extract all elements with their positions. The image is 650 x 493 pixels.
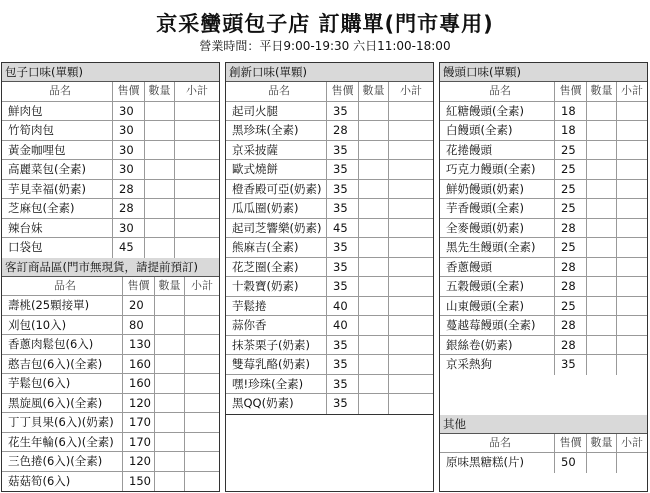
item-price: 25 (554, 160, 586, 179)
quantity-cell[interactable] (144, 199, 174, 218)
quantity-cell[interactable] (144, 141, 174, 160)
quantity-cell[interactable] (358, 375, 388, 394)
table-row (2, 238, 219, 258)
item-price: 20 (122, 296, 154, 315)
subtotal-cell[interactable] (388, 258, 433, 277)
subtotal-cell[interactable] (616, 258, 647, 277)
table-row (226, 316, 433, 336)
header-name: 品名 (49, 84, 71, 97)
subtotal-cell[interactable] (184, 472, 219, 492)
table-row (2, 374, 219, 394)
item-price: 120 (122, 452, 154, 471)
item-name: 蒜你香 (232, 318, 267, 332)
subtotal-cell[interactable] (174, 199, 219, 218)
item-price: 35 (326, 375, 358, 394)
subtotal-cell[interactable] (616, 199, 647, 218)
table-row (440, 102, 647, 122)
item-name: 黑QQ(奶素) (232, 396, 294, 410)
item-name: 香蔥饅頭 (446, 259, 492, 274)
item-price: 35 (326, 238, 358, 257)
table-row (440, 121, 647, 141)
section-baozi (2, 63, 219, 258)
page-title: 京采蠻頭包子店 訂購單(門市專用) (156, 12, 494, 36)
item-name: 菇菇筍(6入) (8, 473, 71, 488)
item-name: 抹茶栗子(奶素) (232, 337, 310, 352)
section-title: 其他 (440, 415, 647, 434)
item-name: 嘿!珍珠(全素) (232, 376, 304, 391)
table-row (440, 180, 647, 200)
quantity-cell[interactable] (358, 297, 388, 316)
subtotal-cell[interactable] (388, 394, 433, 414)
subtotal-cell[interactable] (184, 413, 219, 432)
table-row (2, 160, 219, 180)
header-price: 售價 (554, 82, 586, 101)
item-price: 35 (326, 141, 358, 160)
header-qty: 數量 (358, 82, 388, 101)
quantity-cell[interactable] (586, 277, 616, 296)
table-row (2, 413, 219, 433)
item-name: 丁丁貝果(6入)(奶素) (8, 415, 114, 429)
quantity-cell[interactable] (358, 238, 388, 257)
subtotal-cell[interactable] (616, 453, 647, 473)
item-price: 80 (122, 316, 154, 335)
section-title: 客訂商品區(門市無現貨，請提前預訂) (2, 258, 219, 277)
item-price: 50 (554, 453, 586, 473)
item-name: 花芝圈(全素) (232, 259, 299, 274)
subtotal-cell[interactable] (388, 199, 433, 218)
header-name: 品名 (268, 84, 290, 97)
table-row (226, 199, 433, 219)
item-name: 刈包(10入) (8, 317, 67, 332)
item-price: 45 (326, 219, 358, 238)
item-price: 25 (554, 141, 586, 160)
table-row (440, 453, 647, 473)
item-name: 香蔥肉鬆包(6入) (8, 337, 94, 351)
quantity-cell[interactable] (586, 316, 616, 335)
subtotal-cell[interactable] (174, 219, 219, 238)
header-subtotal: 小計 (184, 277, 219, 296)
item-price: 35 (326, 336, 358, 355)
quantity-cell[interactable] (586, 102, 616, 121)
table-row (440, 160, 647, 180)
section-creative (226, 63, 433, 414)
subtotal-cell[interactable] (388, 277, 433, 296)
quantity-cell[interactable] (358, 121, 388, 140)
subtotal-cell[interactable] (616, 102, 647, 121)
header-subtotal: 小計 (174, 82, 219, 101)
column-header-row (226, 82, 433, 102)
table-row (226, 277, 433, 297)
item-price: 18 (554, 102, 586, 121)
subtotal-cell[interactable] (174, 121, 219, 140)
subtotal-cell[interactable] (388, 355, 433, 374)
header-name: 品名 (489, 435, 511, 449)
quantity-cell[interactable] (586, 258, 616, 277)
section-other (440, 415, 647, 473)
header-subtotal: 小計 (388, 82, 433, 101)
subtotal-cell[interactable] (388, 238, 433, 257)
table-row (226, 258, 433, 278)
quantity-cell[interactable] (586, 355, 616, 375)
item-name: 花捲饅頭 (446, 142, 492, 157)
table-row (2, 219, 219, 239)
item-name: 原味黑糖糕(片) (446, 455, 524, 469)
subtotal-cell[interactable] (388, 336, 433, 355)
column-middle (225, 62, 434, 492)
table-row (226, 375, 433, 395)
quantity-cell[interactable] (586, 141, 616, 160)
item-price: 28 (554, 277, 586, 296)
table-row (2, 452, 219, 472)
item-price: 35 (326, 355, 358, 374)
header-qty: 數量 (144, 82, 174, 101)
quantity-cell[interactable] (586, 453, 616, 473)
quantity-cell[interactable] (154, 296, 184, 315)
item-price: 35 (326, 102, 358, 121)
table-row (226, 238, 433, 258)
item-name: 壽桃(25顆接單) (8, 298, 90, 312)
item-name: 憨吉包(6入)(全素) (8, 356, 103, 371)
section-title: 創新口味(單顆) (226, 63, 433, 82)
quantity-cell[interactable] (586, 180, 616, 199)
header-name: 品名 (489, 84, 511, 97)
item-price: 170 (122, 433, 154, 452)
table-row (440, 199, 647, 219)
item-price: 28 (554, 258, 586, 277)
header-qty: 數量 (586, 434, 616, 453)
table-row (440, 219, 647, 239)
item-name: 銀絲卷(奶素) (446, 337, 513, 352)
item-name: 京采熱狗 (446, 357, 492, 371)
item-price: 35 (326, 199, 358, 218)
item-name: 山東饅頭(全素) (446, 298, 524, 313)
table-row (2, 141, 219, 161)
item-price: 35 (326, 160, 358, 179)
table-row (2, 394, 219, 414)
table-row (440, 238, 647, 258)
item-price: 40 (326, 297, 358, 316)
item-name: 芋香饅頭(全素) (446, 201, 524, 215)
table-row (2, 180, 219, 200)
item-price: 28 (112, 180, 144, 199)
subtotal-cell[interactable] (616, 121, 647, 140)
table-row (2, 121, 219, 141)
subtotal-cell[interactable] (616, 277, 647, 296)
item-name: 花生年輪(6入)(全素) (8, 434, 114, 449)
item-name: 黑珍珠(全素) (232, 123, 299, 137)
header-qty: 數量 (586, 82, 616, 101)
table-row (440, 277, 647, 297)
item-price: 28 (554, 316, 586, 335)
quantity-cell[interactable] (358, 355, 388, 374)
item-price: 40 (326, 316, 358, 335)
item-name: 瓜瓜圈(奶素) (232, 201, 299, 215)
table-row (226, 102, 433, 122)
subtotal-cell[interactable] (184, 394, 219, 413)
item-name: 竹筍肉包 (8, 123, 54, 137)
item-price: 170 (122, 413, 154, 432)
table-row (2, 335, 219, 355)
table-row (440, 355, 647, 375)
item-price: 28 (326, 121, 358, 140)
quantity-cell[interactable] (358, 180, 388, 199)
quantity-cell[interactable] (144, 180, 174, 199)
item-name: 白饅頭(全素) (446, 123, 513, 137)
subtotal-cell[interactable] (616, 316, 647, 335)
table-row (2, 102, 219, 122)
table-row (440, 297, 647, 317)
item-name: 口袋包 (8, 240, 43, 254)
business-hours: 營業時間：平日9:00-19:30 六日11:00-18:00 (199, 39, 451, 53)
item-name: 黑先生饅頭(全素) (446, 240, 536, 254)
subtotal-cell[interactable] (388, 375, 433, 394)
quantity-cell[interactable] (154, 355, 184, 374)
item-price: 35 (326, 180, 358, 199)
table-row (226, 394, 433, 414)
table-row (226, 141, 433, 161)
quantity-cell[interactable] (358, 258, 388, 277)
item-price: 150 (122, 472, 154, 492)
quantity-cell[interactable] (154, 316, 184, 335)
empty-area (226, 414, 433, 415)
quantity-cell[interactable] (154, 433, 184, 452)
item-price: 45 (112, 238, 144, 258)
quantity-cell[interactable] (358, 141, 388, 160)
item-name: 蔓越莓饅頭(全素) (446, 318, 536, 332)
table-row (226, 297, 433, 317)
quantity-cell[interactable] (154, 335, 184, 354)
table-row (2, 355, 219, 375)
item-name: 熊麻吉(全素) (232, 240, 299, 254)
quantity-cell[interactable] (144, 102, 174, 121)
section-custom (2, 258, 219, 492)
item-name: 黃金咖哩包 (8, 142, 66, 157)
item-price: 28 (554, 219, 586, 238)
subtotal-cell[interactable] (174, 102, 219, 121)
quantity-cell[interactable] (586, 160, 616, 179)
table-row (440, 141, 647, 161)
item-price: 28 (112, 199, 144, 218)
table-row (2, 199, 219, 219)
subtotal-cell[interactable] (174, 238, 219, 258)
header-subtotal: 小計 (616, 434, 647, 453)
quantity-cell[interactable] (358, 219, 388, 238)
item-name: 巧克力饅頭(全素) (446, 162, 536, 176)
subtotal-cell[interactable] (184, 433, 219, 452)
item-name: 芋見幸福(奶素) (8, 181, 86, 196)
item-price: 35 (326, 277, 358, 296)
spacer (440, 375, 647, 415)
item-name: 全麥饅頭(奶素) (446, 220, 524, 235)
subtotal-cell[interactable] (616, 160, 647, 179)
subtotal-cell[interactable] (184, 355, 219, 374)
table-row (226, 121, 433, 141)
item-name: 三色捲(6入)(全素) (8, 454, 103, 468)
column-header-row (2, 277, 219, 297)
item-price: 25 (554, 199, 586, 218)
item-name: 高麗菜包(全素) (8, 162, 86, 176)
quantity-cell[interactable] (586, 238, 616, 257)
item-price: 35 (326, 258, 358, 277)
item-price: 35 (554, 355, 586, 375)
table-row (226, 160, 433, 180)
quantity-cell[interactable] (358, 277, 388, 296)
subtotal-cell[interactable] (616, 297, 647, 316)
item-name: 十穀寶(奶素) (232, 279, 299, 293)
item-price: 35 (326, 394, 358, 414)
table-row (2, 472, 219, 492)
table-row (226, 180, 433, 200)
section-title: 包子口味(單顆) (2, 63, 219, 82)
subtotal-cell[interactable] (616, 180, 647, 199)
quantity-cell[interactable] (586, 297, 616, 316)
item-name: 鮮肉包 (8, 103, 43, 118)
subtotal-cell[interactable] (184, 374, 219, 393)
item-price: 25 (554, 180, 586, 199)
item-price: 30 (112, 141, 144, 160)
quantity-cell[interactable] (358, 102, 388, 121)
header-price: 售價 (122, 277, 154, 296)
quantity-cell[interactable] (586, 199, 616, 218)
subtotal-cell[interactable] (616, 238, 647, 257)
quantity-cell[interactable] (586, 219, 616, 238)
item-name: 鮮奶饅頭(奶素) (446, 181, 524, 196)
header-price: 售價 (326, 82, 358, 101)
item-price: 25 (554, 238, 586, 257)
item-name: 辣台妹 (8, 220, 43, 235)
header-price: 售價 (554, 434, 586, 453)
quantity-cell[interactable] (144, 238, 174, 258)
item-price: 160 (122, 355, 154, 374)
quantity-cell[interactable] (358, 336, 388, 355)
subtotal-cell[interactable] (616, 141, 647, 160)
subtotal-cell[interactable] (388, 219, 433, 238)
item-name: 芋鬆捲 (232, 298, 267, 313)
item-price: 130 (122, 335, 154, 354)
subtotal-cell[interactable] (174, 180, 219, 199)
item-price: 30 (112, 160, 144, 179)
item-name: 紅糖饅頭(全素) (446, 103, 524, 118)
item-price: 28 (554, 336, 586, 355)
subtotal-cell[interactable] (616, 219, 647, 238)
item-price: 30 (112, 121, 144, 140)
quantity-cell[interactable] (154, 374, 184, 393)
item-name: 起司芝響樂(奶素) (232, 220, 322, 235)
item-name: 起司火腿 (232, 103, 278, 118)
subtotal-cell[interactable] (388, 316, 433, 335)
subtotal-cell[interactable] (388, 297, 433, 316)
subtotal-cell[interactable] (184, 296, 219, 315)
item-name: 歐式燒餅 (232, 162, 278, 176)
quantity-cell[interactable] (358, 199, 388, 218)
item-price: 30 (112, 102, 144, 121)
subtotal-cell[interactable] (616, 336, 647, 355)
quantity-cell[interactable] (358, 316, 388, 335)
header-name: 品名 (54, 278, 76, 292)
table-row (2, 433, 219, 453)
subtotal-cell[interactable] (174, 160, 219, 179)
quantity-cell[interactable] (144, 121, 174, 140)
subtotal-cell[interactable] (388, 180, 433, 199)
quantity-cell[interactable] (154, 394, 184, 413)
quantity-cell[interactable] (154, 452, 184, 471)
item-name: 雙莓乳酪(奶素) (232, 357, 310, 371)
item-price: 25 (554, 297, 586, 316)
table-row (226, 219, 433, 239)
item-name: 黑旋風(6入)(全素) (8, 395, 103, 410)
header-qty: 數量 (154, 277, 184, 296)
table-row (440, 316, 647, 336)
table-row (440, 258, 647, 278)
item-name: 五穀饅頭(全素) (446, 279, 524, 293)
table-row (226, 355, 433, 375)
subtotal-cell[interactable] (388, 102, 433, 121)
section-mantou (440, 63, 647, 375)
quantity-cell[interactable] (586, 336, 616, 355)
quantity-cell[interactable] (586, 121, 616, 140)
item-name: 芋鬆包(6入) (8, 376, 71, 390)
column-header-row (440, 434, 647, 454)
table-row (2, 296, 219, 316)
item-price: 30 (112, 219, 144, 238)
item-price: 120 (122, 394, 154, 413)
item-name: 京采披薩 (232, 142, 278, 157)
subtotal-cell[interactable] (388, 121, 433, 140)
section-title: 饅頭口味(單顆) (440, 63, 647, 82)
table-row (2, 316, 219, 336)
quantity-cell[interactable] (358, 394, 388, 414)
header-subtotal: 小計 (616, 82, 647, 101)
subtotal-cell[interactable] (388, 160, 433, 179)
subtotal-cell[interactable] (184, 316, 219, 335)
subtotal-cell[interactable] (616, 355, 647, 375)
subtotal-cell[interactable] (184, 335, 219, 354)
item-name: 芝麻包(全素) (8, 201, 75, 215)
item-name: 橙香殿可亞(奶素) (232, 181, 322, 196)
quantity-cell[interactable] (358, 160, 388, 179)
quantity-cell[interactable] (144, 219, 174, 238)
item-price: 18 (554, 121, 586, 140)
column-right (439, 62, 648, 492)
subtotal-cell[interactable] (174, 141, 219, 160)
quantity-cell[interactable] (144, 160, 174, 179)
column-header-row (2, 82, 219, 102)
column-left (1, 62, 220, 492)
header-price: 售價 (112, 82, 144, 101)
item-price: 160 (122, 374, 154, 393)
table-row (440, 336, 647, 356)
subtotal-cell[interactable] (388, 141, 433, 160)
quantity-cell[interactable] (154, 472, 184, 492)
table-row (226, 336, 433, 356)
column-header-row (440, 82, 647, 102)
subtotal-cell[interactable] (184, 452, 219, 471)
quantity-cell[interactable] (154, 413, 184, 432)
